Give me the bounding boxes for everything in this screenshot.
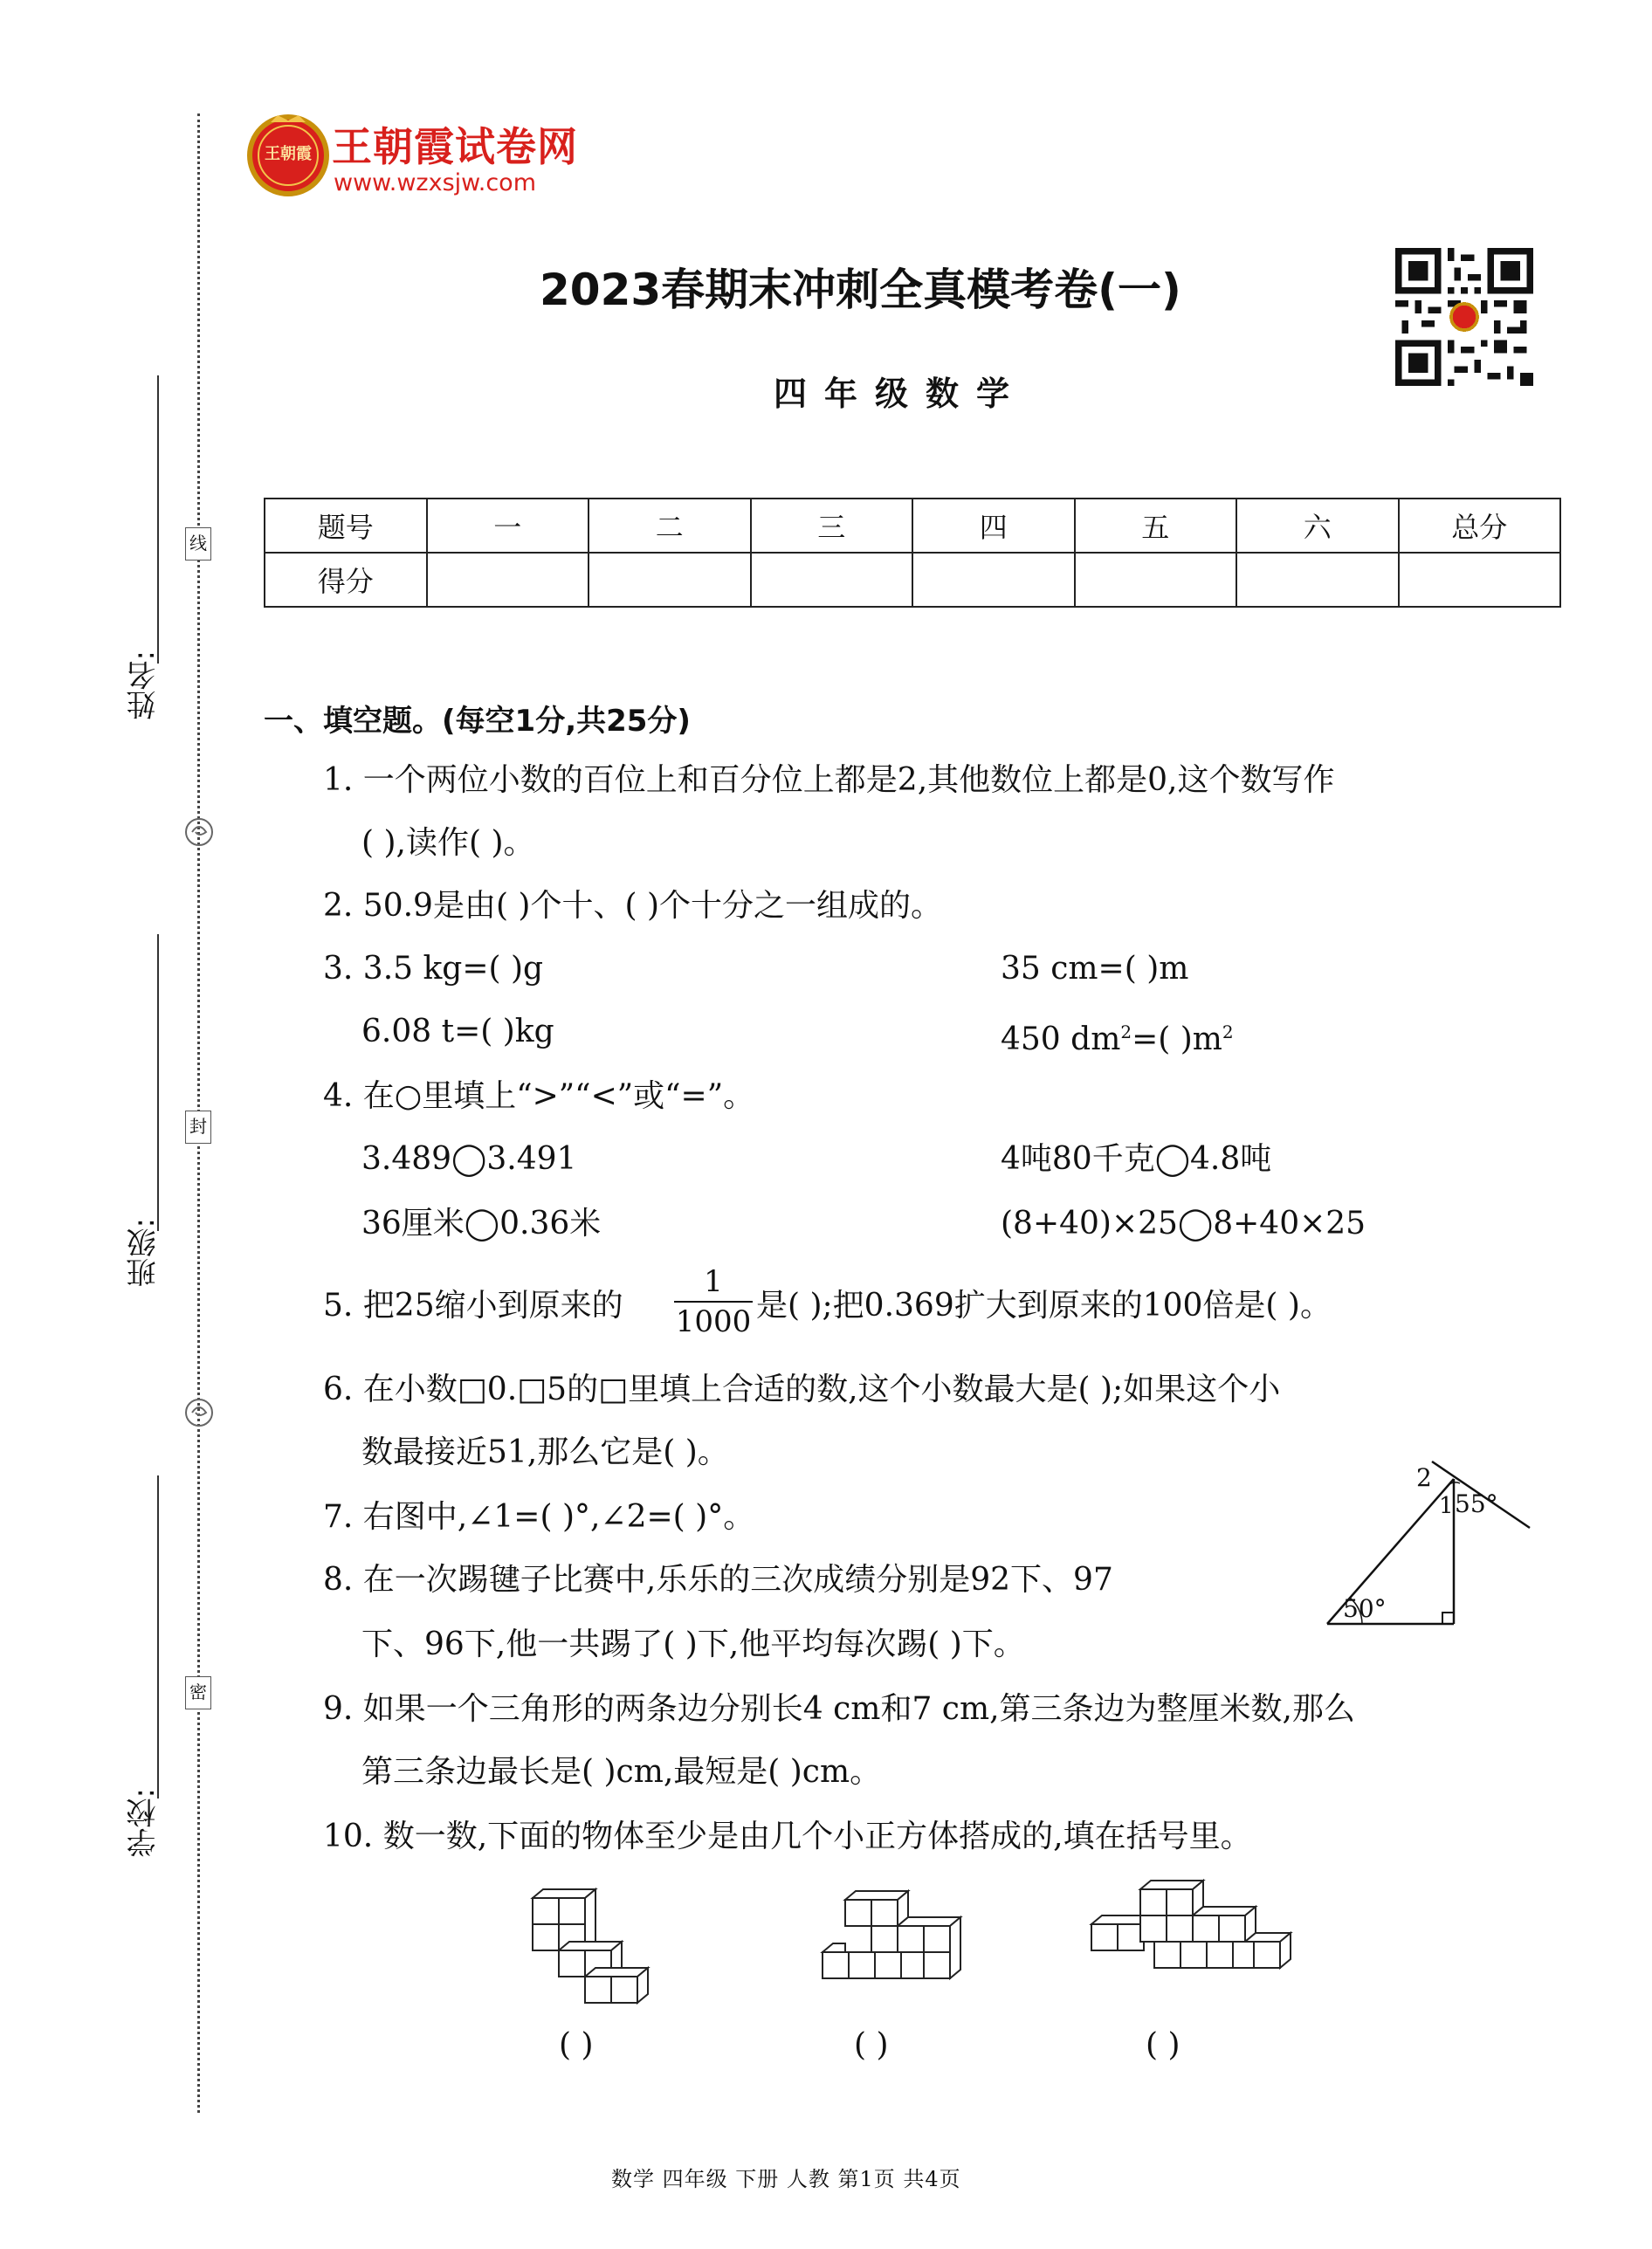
class-underline bbox=[157, 934, 159, 1231]
brand-name: 王朝霞试卷网 bbox=[332, 123, 578, 170]
fraction-numerator: 1 bbox=[704, 1264, 723, 1299]
seal-char-secret: 密 bbox=[185, 1676, 211, 1709]
question-4-d: (8+40)×25◯8+40×25 bbox=[1001, 1206, 1366, 1241]
brand-url: www.wzxsjw.com bbox=[334, 169, 537, 196]
school-label: 学校: bbox=[127, 1788, 162, 1858]
brand-seal-text: 王朝霞 bbox=[265, 145, 312, 163]
page-footer: 数学 四年级 下册 人教 第1页 共4页 bbox=[611, 2167, 961, 2191]
question-6-line-2: 数最接近51,那么它是( )。 bbox=[361, 1434, 729, 1470]
question-1-line-1: 1. 一个两位小数的百位上和百分位上都是2,其他数位上都是0,这个数写作 bbox=[323, 762, 1335, 798]
seal-char-line: 线 bbox=[185, 527, 211, 561]
question-5-fraction bbox=[674, 1262, 753, 1341]
superscript: 2 bbox=[1120, 1021, 1132, 1042]
score-header-cell: 总分 bbox=[1399, 499, 1561, 553]
name-underline bbox=[157, 375, 159, 664]
score-cell[interactable] bbox=[1236, 553, 1399, 607]
score-cell[interactable] bbox=[589, 553, 751, 607]
question-4-c: 36厘米◯0.36米 bbox=[361, 1206, 602, 1241]
cube-figure-2 bbox=[819, 1888, 985, 2001]
figure-label-55: 55° bbox=[1455, 1489, 1498, 1518]
score-cell[interactable] bbox=[1399, 553, 1561, 607]
answer-blank-cubes-1[interactable]: ( ) bbox=[559, 2027, 594, 2063]
score-header-cell: 三 bbox=[751, 499, 913, 553]
brand-logo bbox=[246, 112, 330, 199]
question-8-line-2: 下、96下,他一共踢了( )下,他平均每次踢( )下。 bbox=[361, 1627, 1025, 1662]
question-4-b: 4吨80千克◯4.8吨 bbox=[1001, 1141, 1272, 1177]
question-3-d bbox=[1001, 1013, 1234, 1059]
question-3-c: 6.08 t=( )kg bbox=[361, 1014, 554, 1049]
question-6-line-1: 6. 在小数□0.□5的□里填上合适的数,这个小数最大是( );如果这个小 bbox=[323, 1372, 1281, 1407]
question-3-d-mid: =( )m bbox=[1132, 1021, 1222, 1057]
figure-label-50: 50° bbox=[1343, 1594, 1387, 1623]
score-cell[interactable] bbox=[912, 553, 1075, 607]
score-header-cell: 一 bbox=[427, 499, 589, 553]
cube-figure-1 bbox=[529, 1886, 678, 2017]
figure-label-2: 2 bbox=[1416, 1463, 1432, 1492]
class-label: 班级: bbox=[127, 1218, 162, 1288]
page-title: 2023春期末冲刺全真模考卷(一) bbox=[540, 265, 1181, 315]
question-8-line-1: 8. 在一次踢毽子比赛中,乐乐的三次成绩分别是92下、97 bbox=[323, 1562, 1113, 1598]
seal-char-seal: 封 bbox=[185, 1111, 211, 1144]
cube-figure-3 bbox=[1088, 1877, 1298, 1999]
qr-code-icon bbox=[1395, 248, 1533, 386]
question-7: 7. 右图中,∠1=( )°,∠2=( )°。 bbox=[323, 1499, 755, 1535]
score-row-label: 得分 bbox=[265, 553, 427, 607]
score-header-cell: 五 bbox=[1075, 499, 1237, 553]
fraction-denominator: 1000 bbox=[675, 1304, 752, 1339]
score-table bbox=[264, 498, 1561, 608]
answer-blank-cubes-3[interactable]: ( ) bbox=[1146, 2027, 1180, 2063]
superscript: 2 bbox=[1222, 1021, 1234, 1042]
question-3-a: 3. 3.5 kg=( )g bbox=[323, 951, 544, 987]
right-angle-mark bbox=[1442, 1613, 1454, 1624]
score-header-cell: 六 bbox=[1236, 499, 1399, 553]
question-3-b: 35 cm=( )m bbox=[1001, 951, 1189, 987]
score-header-cell: 题号 bbox=[265, 499, 427, 553]
score-cell[interactable] bbox=[427, 553, 589, 607]
question-9-line-2: 第三条边最长是( )cm,最短是( )cm。 bbox=[361, 1754, 882, 1790]
question-5-pre: 5. 把25缩小到原来的 bbox=[323, 1288, 623, 1324]
figure-label-1: 1 bbox=[1439, 1493, 1454, 1519]
swirl-ornament-icon bbox=[183, 1397, 215, 1428]
question-4-a: 3.489◯3.491 bbox=[361, 1141, 577, 1177]
question-3-d-pre: 450 dm bbox=[1001, 1021, 1121, 1057]
name-label: 姓名: bbox=[127, 650, 162, 720]
question-1-line-2: ( ),读作( )。 bbox=[361, 825, 535, 861]
question-2: 2. 50.9是由( )个十、( )个十分之一组成的。 bbox=[323, 888, 943, 924]
question-4: 4. 在○里填上“>”“<”或“=”。 bbox=[323, 1078, 755, 1114]
question-10: 10. 数一数,下面的物体至少是由几个小正方体搭成的,填在括号里。 bbox=[323, 1819, 1252, 1854]
score-table-header-row bbox=[265, 499, 1560, 553]
score-cell[interactable] bbox=[751, 553, 913, 607]
question-9-line-1: 9. 如果一个三角形的两条边分别长4 cm和7 cm,第三条边为整厘米数,那么 bbox=[323, 1691, 1355, 1727]
section-heading: 一、填空题。(每空1分,共25分) bbox=[264, 704, 691, 739]
score-header-cell: 四 bbox=[912, 499, 1075, 553]
school-underline bbox=[157, 1475, 159, 1799]
score-cell[interactable] bbox=[1075, 553, 1237, 607]
answer-blank-cubes-2[interactable]: ( ) bbox=[854, 2027, 889, 2063]
page-subtitle: 四年级数学 bbox=[774, 375, 1028, 413]
question-5-post: 是( );把0.369扩大到原来的100倍是( )。 bbox=[756, 1288, 1332, 1324]
score-table-score-row bbox=[265, 553, 1560, 607]
score-header-cell: 二 bbox=[589, 499, 751, 553]
swirl-ornament-icon bbox=[183, 816, 215, 848]
